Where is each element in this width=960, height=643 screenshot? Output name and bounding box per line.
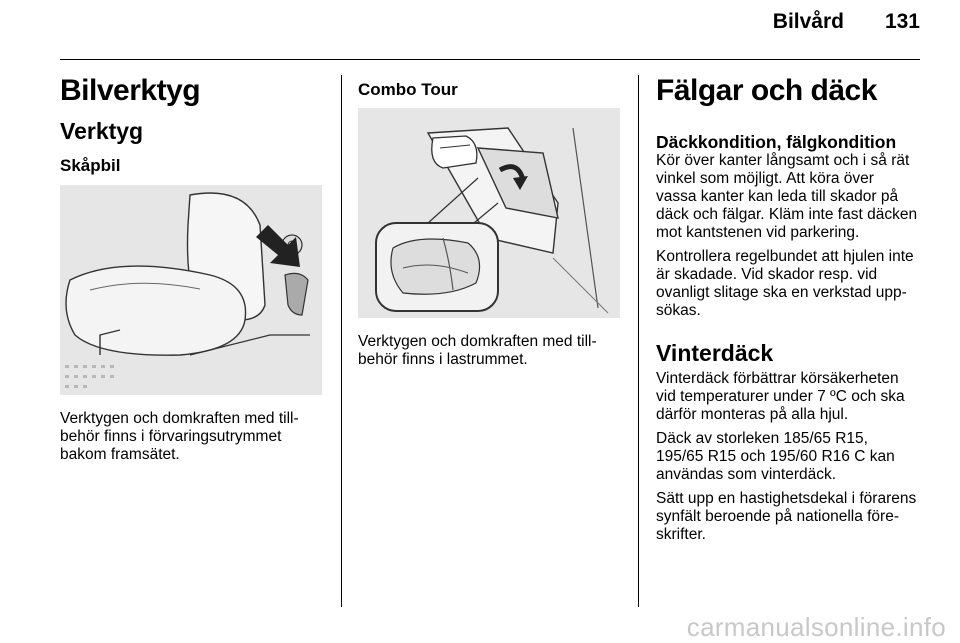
heading-falgar-och-dack: Fälgar och däck xyxy=(656,74,877,107)
heading-vinterdack: Vinterdäck xyxy=(656,340,774,366)
text-line: vid temperaturer under 7 ºC och ska xyxy=(656,388,905,405)
caption-line: Verktygen och domkraften med till- xyxy=(358,333,597,350)
luggage-compartment-icon xyxy=(358,108,620,318)
text-line: synfält beroende på nationella före- xyxy=(656,508,899,525)
heading-skapbil: Skåpbil xyxy=(60,156,121,175)
paragraph xyxy=(656,152,946,242)
text-line: Sätt upp en hastighetsdekal i förarens xyxy=(656,490,917,507)
text-line: ovanligt slitage ska en verkstad upp- xyxy=(656,284,907,301)
caption-combo-tour xyxy=(358,333,628,369)
text-line: 195/65 R15 och 195/60 R16 C kan xyxy=(656,448,895,465)
text-line: skrifter. xyxy=(656,526,706,543)
section-title: Bilvård xyxy=(772,10,844,33)
text-line: mot kantstenen vid parkering. xyxy=(656,224,860,241)
page-number: 131 xyxy=(884,10,920,33)
text-line: Kör över kanter långsamt och i så rät xyxy=(656,152,910,169)
paragraph xyxy=(656,248,946,320)
text-line: sökas. xyxy=(656,302,701,319)
text-line: vinkel som möjligt. Att köra över xyxy=(656,170,874,187)
section-dackkondition xyxy=(656,152,946,326)
heading-bilverktyg: Bilverktyg xyxy=(60,74,201,107)
caption-line: behör finns i lastrummet. xyxy=(358,351,528,368)
text-line: är skadade. Vid skador resp. vid xyxy=(656,266,878,283)
caption-line: Verktygen och domkraften med till- xyxy=(60,410,299,427)
paragraph xyxy=(656,370,946,424)
text-line: däck och fälgar. Kläm inte fast däcken xyxy=(656,206,918,223)
seat-toolbox-icon xyxy=(60,185,322,395)
heading-combo-tour: Combo Tour xyxy=(358,80,458,99)
caption-line: behör finns i förvaringsutrymmet xyxy=(60,428,282,445)
header-divider xyxy=(60,59,920,60)
text-line: användas som vinterdäck. xyxy=(656,466,837,483)
seat-toolbox-figure xyxy=(60,185,322,395)
caption-skapbil xyxy=(60,410,330,464)
text-line: Kontrollera regelbundet att hjulen inte xyxy=(656,248,914,265)
heading-dackkondition: Däckkondition, fälgkondition xyxy=(656,132,897,152)
column-divider-1 xyxy=(341,75,342,607)
section-vinterdack xyxy=(656,370,946,550)
caption-line: bakom framsätet. xyxy=(60,446,180,463)
text-line: därför monteras på alla hjul. xyxy=(656,406,849,423)
luggage-compartment-figure xyxy=(358,108,620,318)
text-line: Däck av storleken 185/65 R15, xyxy=(656,430,868,447)
text-line: Vinterdäck förbättrar körsäkerheten xyxy=(656,370,899,387)
paragraph xyxy=(656,430,946,484)
heading-verktyg: Verktyg xyxy=(60,118,144,144)
paragraph xyxy=(656,490,946,544)
column-divider-2 xyxy=(638,75,639,607)
watermark: carmanualsonline.info xyxy=(686,612,946,642)
text-line: vassa kanter kan leda till skador på xyxy=(656,188,899,205)
